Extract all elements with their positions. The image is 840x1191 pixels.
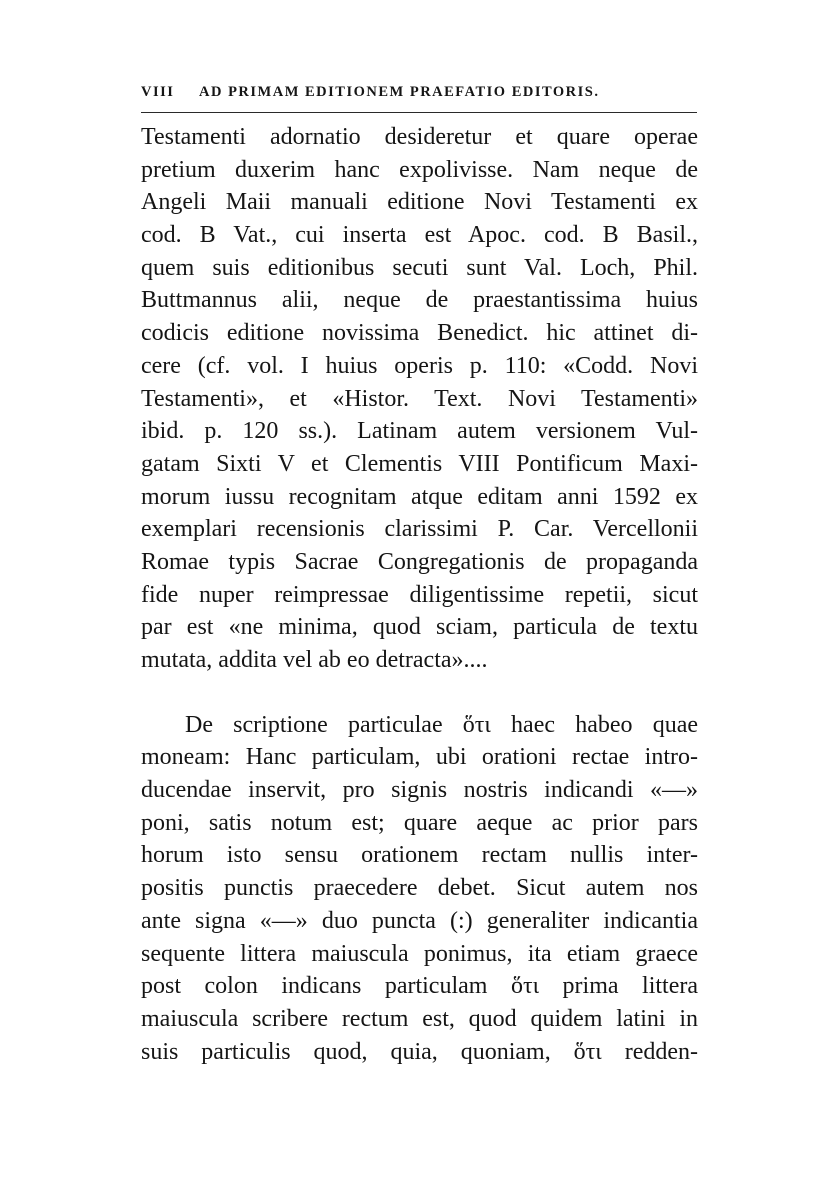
text-line: horum isto sensu orationem rectam nullis inter-: [141, 842, 698, 869]
header-rule: [141, 112, 697, 113]
text-line: Testamenti adornatio desideretur et quare operae: [141, 124, 698, 150]
paragraph-1: [141, 121, 698, 677]
page-number: VIII: [141, 84, 175, 100]
text-line: morum iussu recognitam atque editam anni 1592 ex: [141, 483, 698, 510]
text-line: Romae typis Sacrae Congregationis de propaganda: [141, 548, 698, 575]
text-line: fide nuper reimpressae diligentissime repetii, sicut: [141, 581, 698, 608]
text-line: sequente littera maiuscula ponimus, ita etiam graece: [141, 940, 698, 967]
text-line: mutata, addita vel ab eo detracta»....: [141, 647, 488, 673]
text-line: gatam Sixti V et Clementis VIII Pontificum Maxi-: [141, 450, 698, 477]
text-line: cere (cf. vol. I huius operis p. 110: «Codd. Novi: [141, 352, 698, 379]
text-line: Testamenti», et «Histor. Text. Novi Testamenti»: [141, 385, 698, 412]
text-line: ibid. p. 120 ss.). Latinam autem versionem Vul-: [141, 418, 698, 445]
text-line: suis particulis quod, quia, quoniam, ὅτι redden-: [141, 1038, 698, 1065]
text-line: Buttmannus alii, neque de praestantissima huius: [141, 287, 698, 314]
running-head: [141, 84, 696, 108]
text-line: maiuscula scribere rectum est, quod quidem latini in: [141, 1005, 698, 1032]
text-line: codicis editione novissima Benedict. hic attinet di-: [141, 320, 698, 347]
running-title: AD PRIMAM EDITIONEM PRAEFATIO EDITORIS.: [199, 84, 600, 100]
text-line: exemplari recensionis clarissimi P. Car. Vercellonii: [141, 516, 698, 543]
text-line: ducendae inservit, pro signis nostris indicandi «—»: [141, 777, 698, 804]
text-line: positis punctis praecedere debet. Sicut autem nos: [141, 875, 698, 902]
text-line: par est «ne minima, quod sciam, particula de textu: [141, 614, 698, 641]
text-line: cod. B Vat., cui inserta est Apoc. cod. B Basil.,: [141, 222, 698, 249]
text-line: poni, satis notum est; quare aeque ac prior pars: [141, 809, 698, 836]
text-line: De scriptione particulae ὅτι haec habeo quae: [185, 711, 698, 738]
text-line: pretium duxerim hanc expolivisse. Nam neque de: [141, 156, 698, 183]
body-text: [141, 121, 698, 1068]
paragraph-2: [141, 709, 698, 1069]
paragraph-gap: [141, 677, 698, 709]
text-line: ante signa «—» duo puncta (:) generaliter indicantia: [141, 907, 698, 934]
text-line: quem suis editionibus secuti sunt Val. Loch, Phil.: [141, 254, 698, 281]
text-line: post colon indicans particulam ὅτι prima littera: [141, 973, 698, 1000]
text-line: Angeli Maii manuali editione Novi Testamenti ex: [141, 189, 698, 216]
text-line: moneam: Hanc particulam, ubi orationi rectae intro-: [141, 744, 698, 771]
